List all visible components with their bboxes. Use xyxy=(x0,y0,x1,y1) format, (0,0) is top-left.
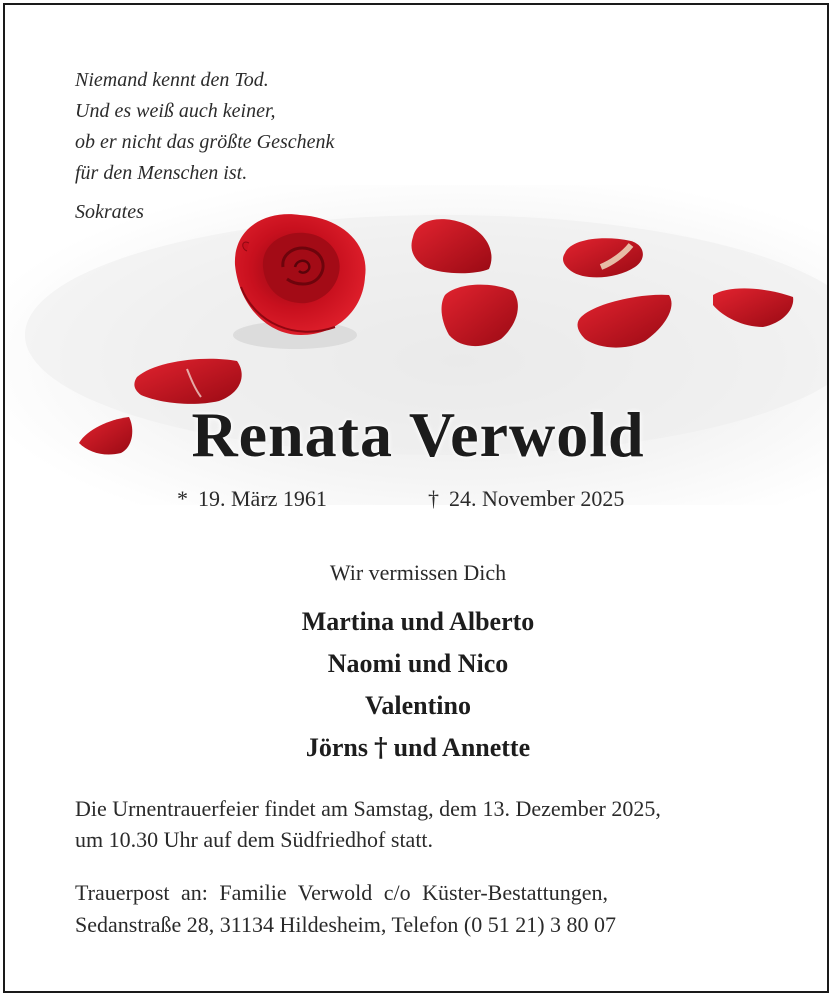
mourner-family: Valentino xyxy=(365,691,471,720)
cross-icon: † xyxy=(373,733,388,763)
ceremony-line: Die Urnentrauerfeier findet am Samstag, dem 13. Dezember 2025, xyxy=(75,796,661,821)
mourner-name: und Annette xyxy=(393,733,531,762)
birth-star-icon: * xyxy=(177,486,188,511)
deceased-name: Renata Verwold xyxy=(191,399,645,470)
death-date xyxy=(428,486,624,512)
mourner-name: Jörns xyxy=(305,733,368,762)
quote-line: Und es weiß auch keiner, xyxy=(75,100,276,122)
mourner-family xyxy=(5,727,829,769)
death-date-text: 24. November 2025 xyxy=(449,486,625,511)
birth-date xyxy=(177,486,327,512)
mourner-family: Martina und Alberto xyxy=(301,607,535,636)
quote-author: Sokrates xyxy=(75,201,144,223)
quote-line: ob er nicht das größte Geschenk xyxy=(75,131,335,153)
ceremony-notice xyxy=(75,793,765,855)
obituary-card xyxy=(3,3,829,993)
quote-line: Niemand kennt den Tod. xyxy=(75,69,269,91)
birth-date-text: 19. März 1961 xyxy=(198,486,327,511)
ceremony-line: um 10.30 Uhr auf dem Südfriedhof statt. xyxy=(75,827,434,852)
mourners-list xyxy=(5,601,829,769)
rose-icon xyxy=(233,214,366,349)
condolence-line: Sedanstraße 28, 31134 Hildesheim, Telefon (0 51 21) 3 80 07 xyxy=(75,912,617,937)
condolence-line: Trauerpost an: Familie Verwold c/o Küster-Bestattungen, xyxy=(75,880,609,905)
condolence-address xyxy=(75,877,616,941)
cross-icon: † xyxy=(428,486,439,511)
mourners-intro: Wir vermissen Dich xyxy=(329,560,507,585)
quote-line: für den Menschen ist. xyxy=(75,162,248,184)
quote-block xyxy=(75,65,334,228)
mourner-family: Naomi und Nico xyxy=(327,649,509,678)
